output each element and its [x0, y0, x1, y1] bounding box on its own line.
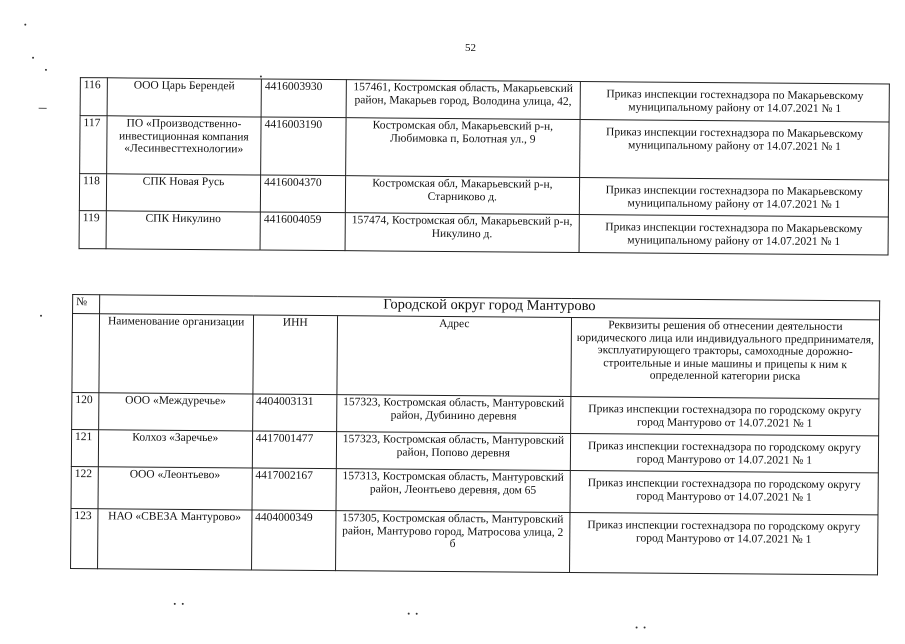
decision-reference: Приказ инспекции гостехнадзора по городскому округу город Мантурово от 14.07.2021 № 1 — [569, 512, 878, 574]
decision-reference: Приказ инспекции гостехнадзора по городскому округу город Мантурово от 14.07.2021 № 1 — [570, 470, 878, 514]
table-row — [71, 467, 878, 515]
organization-address: 157474, Костромская обл, Макарьевский р-н, Никулино д. — [345, 213, 580, 253]
row-number: 118 — [79, 174, 106, 211]
table-row — [71, 430, 878, 473]
row-number: 120 — [72, 393, 99, 430]
row-number: 117 — [80, 116, 107, 174]
decision-reference: Приказ инспекции гостехнадзора по городскому округу город Мантурово от 14.07.2021 № 1 — [571, 396, 879, 435]
table-row — [80, 116, 889, 180]
column-header-row — [72, 314, 880, 399]
decision-reference: Приказ инспекции гостехнадзора по Макарьевскому муниципальному району от 14.07.2021 № 1 — [580, 120, 889, 180]
organization-name: СПК Никулино — [106, 211, 261, 250]
row-number: 116 — [80, 78, 107, 116]
table-row — [72, 393, 879, 436]
organization-inn: 4416004059 — [260, 212, 345, 251]
organization-inn: 4416004370 — [260, 175, 345, 213]
organization-inn: 4416003930 — [261, 79, 346, 118]
table-row — [80, 78, 889, 122]
table-row — [71, 509, 878, 575]
organization-address: 157323, Костромская область, Мантуровский район, Дубинино деревня — [336, 395, 570, 434]
scan-speck — [260, 75, 262, 77]
organization-name: ООО «Междуречье» — [98, 393, 252, 431]
column-header-inn: ИНН — [253, 315, 338, 395]
scan-speck — [636, 626, 638, 628]
organization-address: Костромская обл, Макарьевский р-н, Любимовка п, Болотная ул., 9 — [345, 118, 580, 178]
organization-address: 157461, Костромская область, Макарьевский район, Макарьев город, Володина улица, 42, — [346, 80, 581, 120]
registry-table-continued — [79, 77, 890, 255]
organization-inn: 4417001477 — [252, 431, 336, 469]
column-header-address: Адрес — [337, 316, 572, 397]
organization-inn: 4404000349 — [251, 510, 336, 571]
row-number: 122 — [71, 467, 98, 509]
scan-speck — [182, 603, 184, 605]
column-header-decision: Реквизиты решения об отнесении деятельности юридического лица или индивидуального предпринимателя, эксплуатирующего тракторы, самоходные дорожно-строительные и иные машины и прицепы к ним к определенной категории риска — [571, 317, 880, 398]
decision-reference: Приказ инспекции гостехнадзора по Макарьевскому муниципальному району от 14.07.2021 № 1 — [580, 82, 889, 122]
table-row — [79, 174, 888, 217]
row-number: 121 — [71, 430, 98, 467]
organization-name: ПО «Производственно-инвестиционная компания «Лесинвесттехнологии» — [106, 116, 261, 175]
decision-reference: Приказ инспекции гостехнадзора по городскому округу город Мантурово от 14.07.2021 № 1 — [570, 433, 878, 472]
organization-inn: 4417002167 — [252, 468, 336, 511]
organization-address: Костромская обл, Макарьевский р-н, Старниково д. — [345, 176, 580, 215]
scan-speck — [644, 627, 646, 629]
scan-speck — [416, 613, 418, 615]
column-header-num: № — [73, 295, 100, 314]
scan-speck — [32, 57, 34, 59]
table-row — [79, 211, 888, 255]
registry-table-mantorovo — [70, 294, 880, 575]
region-title: Городской округ город Мантурово — [99, 295, 879, 320]
scan-speck — [45, 69, 47, 71]
column-header-name: Наименование организации — [99, 314, 254, 394]
row-number: 119 — [79, 211, 106, 249]
organization-name: НАО «СВЕЗА Мантурово» — [97, 509, 251, 570]
organization-address: 157305, Костромская область, Мантуровский район, Мантурово город, Матросова улица, 2 б — [335, 511, 570, 573]
organization-address: 157323, Костромская область, Мантуровский район, Попово деревня — [336, 432, 570, 471]
decision-reference: Приказ инспекции гостехнадзора по Макарьевскому муниципальному району от 14.07.2021 № 1 — [579, 215, 888, 255]
scan-speck — [24, 24, 26, 26]
organization-name: ООО Царь Берендей — [107, 78, 262, 117]
scan-speck — [39, 108, 47, 109]
organization-address: 157313, Костромская область, Мантуровский район, Леонтьево деревня, дом 65 — [336, 469, 570, 513]
organization-name: СПК Новая Русь — [106, 174, 261, 212]
scan-speck — [408, 613, 410, 615]
organization-name: Колхоз «Заречье» — [98, 430, 252, 468]
scan-speck — [174, 603, 176, 605]
organization-inn: 4404003131 — [252, 394, 336, 432]
organization-inn: 4416003190 — [261, 117, 346, 176]
row-number: 123 — [71, 509, 98, 569]
decision-reference: Приказ инспекции гостехнадзора по Макарьевскому муниципальному району от 14.07.2021 № 1 — [580, 178, 889, 217]
organization-name: ООО «Леонтьево» — [98, 467, 252, 510]
page-number: 52 — [465, 42, 476, 54]
scan-speck — [40, 315, 42, 317]
